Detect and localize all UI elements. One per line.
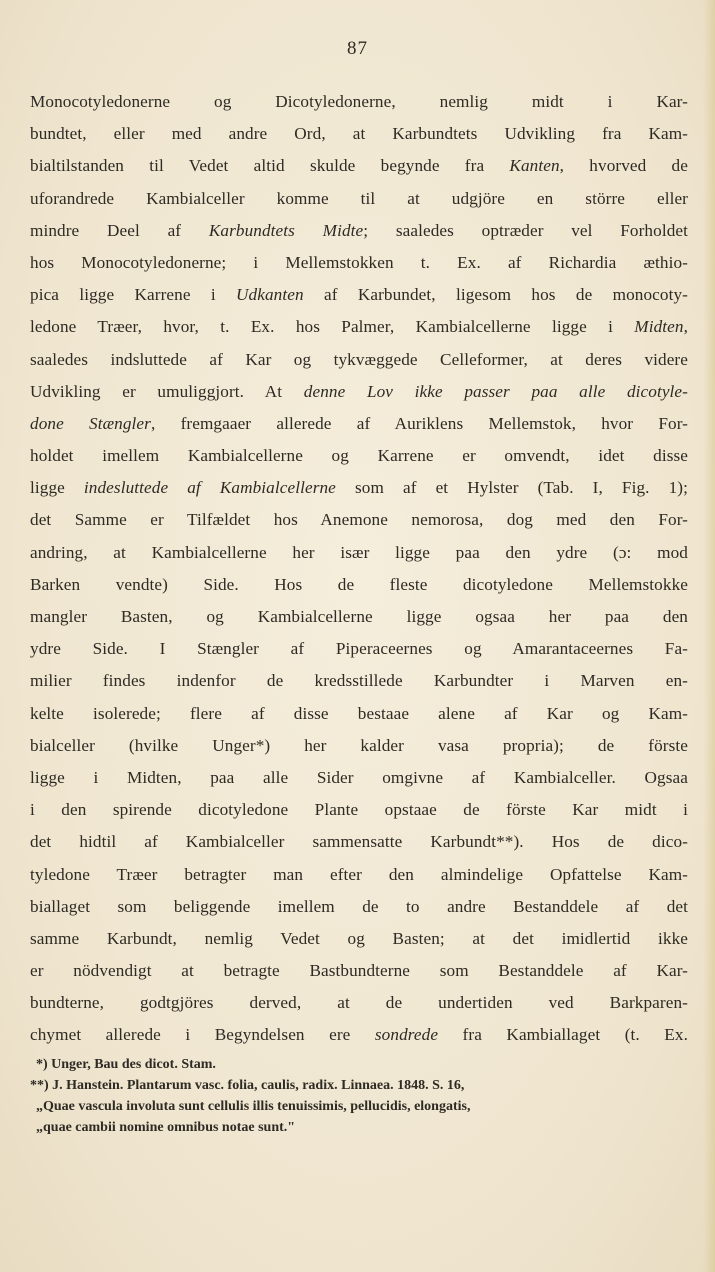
footnote-continuation: „quae cambii nomine omnibus notae sunt." [36,1120,296,1135]
page-edge-shading [703,0,715,1272]
text-line: kelte isolerede; flere af disse bestaae alene af Kar og Kam- [30,703,688,723]
text-line: det Samme er Tilfældet hos Anemone nemorosa, dog med den For- [30,510,688,530]
text-line: uforandrede Kambialceller komme til at udgjöre en större eller [30,188,688,208]
footnote: *) Unger, Bau des dicot. Stam. [36,1057,216,1072]
text-line: i den spirende dicotyledone Plante opstaae de förste Kar midt i [30,800,688,820]
footnotes [30,1054,684,1138]
footnote-continuation: „Quae vascula involuta sunt cellulis illis tenuissimis, pellucidis, elongatis, [36,1099,471,1114]
text-line: done Stængler, fremgaaer allerede af Auriklens Mellemstok, hvor For- [30,413,688,433]
text-line: pica ligge Karrene i Udkanten af Karbundet, ligesom hos de monocoty- [30,285,688,305]
italic-emphasis: Midten [634,317,684,337]
text-line: bialtilstanden til Vedet altid skulde begynde fra Kanten, hvorved de [30,156,688,176]
text-line: ledone Træer, hvor, t. Ex. hos Palmer, Kambialcellerne ligge i Midten, [30,317,688,337]
text-line: Udvikling er umuliggjort. At denne Lov ikke passer paa alle dicotyle- [30,381,688,401]
italic-emphasis: Karbundtets Midte [208,220,364,240]
footnote: **) J. Hanstein. Plantarum vasc. folia, caulis, radix. Linnaea. 1848. S. 16, [30,1078,465,1093]
italic-emphasis: sondrede [374,1025,439,1045]
italic-emphasis: done Stængler [30,413,151,433]
text-line: mindre Deel af Karbundtets Midte; saaledes optræder vel Forholdet [30,220,688,240]
text-line: chymet allerede i Begyndelsen ere sondrede fra Kambiallaget (t. Ex. [30,1025,688,1045]
text-line: bundtet, eller med andre Ord, at Karbundtets Udvikling fra Kam- [30,124,688,144]
body-text [30,86,688,1052]
text-line: det hidtil af Kambialceller sammensatte Karbundt**). Hos de dico- [30,832,688,852]
text-line: ydre Side. I Stængler af Piperaceernes og Amarantaceernes Fa- [30,639,688,659]
italic-emphasis: Udkanten [236,285,304,305]
text-line: hos Monocotyledonerne; i Mellemstokken t. Ex. af Richardia æthio- [30,252,688,272]
text-line: biallaget som beliggende imellem de to andre Bestanddele af det [30,896,688,916]
text-line: er nödvendigt at betragte Bastbundterne som Bestanddele af Kar- [30,961,688,981]
text-line: samme Karbundt, nemlig Vedet og Basten; at det imidlertid ikke [30,928,688,948]
italic-emphasis: indesluttede af Kambialcellerne [83,478,336,498]
text-line: milier findes indenfor de kredsstillede Karbundter i Marven en- [30,671,688,691]
text-line: ligge i Midten, paa alle Sider omgivne af Kambialceller. Ogsaa [30,767,688,787]
italic-emphasis: denne Lov ikke passer paa alle dicotyle- [303,381,688,401]
text-line: bialceller (hvilke Unger*) her kalder vasa propria); de förste [30,735,688,755]
page-number: 87 [347,38,368,59]
text-line: saaledes indsluttede af Kar og tykvæggede Celleformer, at deres videre [30,349,688,369]
text-line: bundterne, godtgjöres derved, at de undertiden ved Barkparen- [30,993,688,1013]
text-line: Monocotyledonerne og Dicotyledonerne, nemlig midt i Kar- [30,92,688,111]
italic-emphasis: Kanten [509,156,560,176]
text-line: mangler Basten, og Kambialcellerne ligge ogsaa her paa den [30,607,688,626]
text-line: andring, at Kambialcellerne her især ligge paa den ydre (ɔ: mod [30,542,688,562]
text-line: holdet imellem Kambialcellerne og Karrene er omvendt, idet disse [30,446,688,466]
text-line: Barken vendte) Side. Hos de fleste dicotyledone Mellemstokke [30,574,688,594]
text-line: tyledone Træer betragter man efter den almindelige Opfattelse Kam- [30,864,688,884]
text-line: ligge indesluttede af Kambialcellerne som af et Hylster (Tab. I, Fig. 1); [30,478,689,498]
